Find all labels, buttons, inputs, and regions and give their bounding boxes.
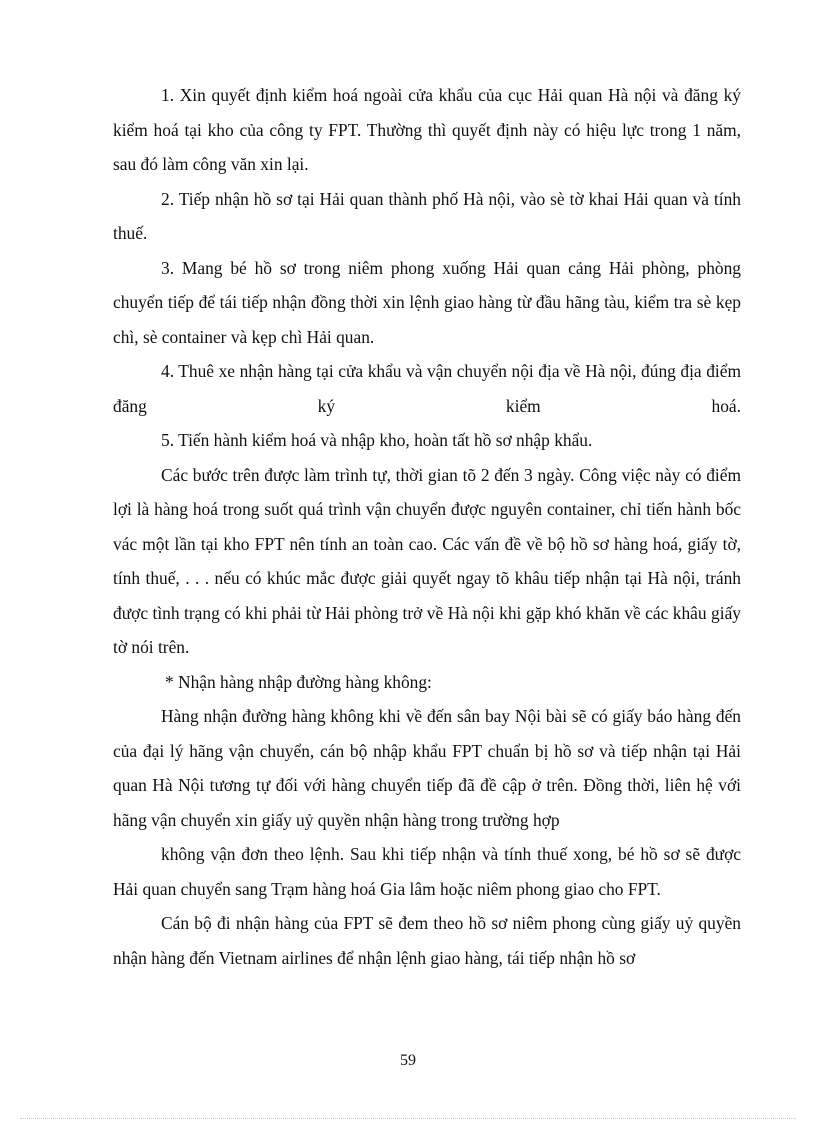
paragraph-summary: Các bước trên được làm trình tự, thời gian tõ 2 đến 3 ngày. Công việc này có điểm lợi là hàng hoá trong suốt quá trình vận chuyển được nguyên container, chỉ tiến hành bốc vác một lần tại kho FPT nên tính an toàn cao. Các vấn đề về bộ hồ sơ hàng hoá, giấy tờ, tính thuế, . . . nếu có khúc mắc được giải quyết ngay tõ khâu tiếp nhận tại Hà nội, tránh được tình trạng có khi phải từ Hải phòng trở về Hà nội khi gặp khó khăn về các khâu giấy tờ nói trên. (113, 464, 741, 657)
page-bottom-border (20, 1118, 796, 1119)
paragraph-step-1: 1. Xin quyết định kiểm hoá ngoài cửa khẩu của cục Hải quan Hà nội và đăng ký kiểm hoá tại kho của công ty FPT. Thường thì quyết định này có hiệu lực trong 1 năm, sau đó làm công văn xin lại. (113, 85, 741, 174)
paragraph-pickup: Cán bộ đi nhận hàng của FPT sẽ đem theo hồ sơ niêm phong cùng giấy uỷ quyền nhận hàng đến Vietnam airlines để nhận lệnh giao hàng, tái tiếp nhận hồ sơ (113, 913, 741, 968)
paragraph-step-5: 5. Tiến hành kiểm hoá và nhập kho, hoàn tất hồ sơ nhập khẩu. (161, 430, 593, 450)
paragraph-step-4: 4. Thuê xe nhận hàng tại cửa khẩu và vận chuyển nội địa về Hà nội, đúng địa điểm đăng ký kiểm hoá. (113, 361, 741, 416)
document-body (113, 78, 741, 975)
paragraph-air-freight: Hàng nhận đường hàng không khi về đến sân bay Nội bài sẽ có giấy báo hàng đến của đại lý hãng vận chuyển, cán bộ nhập khẩu FPT chuẩn bị hồ sơ và tiếp nhận tại Hải quan Hà Nội tương tự đối với hàng chuyển tiếp đã đề cập ở trên. Đồng thời, liên hệ với hãng vận chuyển xin giấy uỷ quyền nhận hàng trong trường hợp (113, 706, 741, 830)
paragraph-step-3: 3. Mang bé hồ sơ trong niêm phong xuống Hải quan cảng Hải phòng, phòng chuyển tiếp để tái tiếp nhận đồng thời xin lệnh giao hàng từ đầu hãng tàu, kiểm tra sè kẹp chì, sè container và kẹp chì Hải quan. (113, 257, 741, 347)
paragraph-step-2: 2. Tiếp nhận hồ sơ tại Hải quan thành phố Hà nội, vào sè tờ khai Hải quan và tính thuế. (113, 188, 741, 243)
page-number: 59 (400, 1052, 416, 1069)
section-heading-air-freight: * Nhận hàng nhập đường hàng không: (165, 671, 432, 692)
paragraph-air-freight-continued: không vận đơn theo lệnh. Sau khi tiếp nhận và tính thuế xong, bé hồ sơ sẽ được Hải quan chuyển sang Trạm hàng hoá Gia lâm hoặc niêm phong giao cho FPT. (113, 844, 741, 899)
